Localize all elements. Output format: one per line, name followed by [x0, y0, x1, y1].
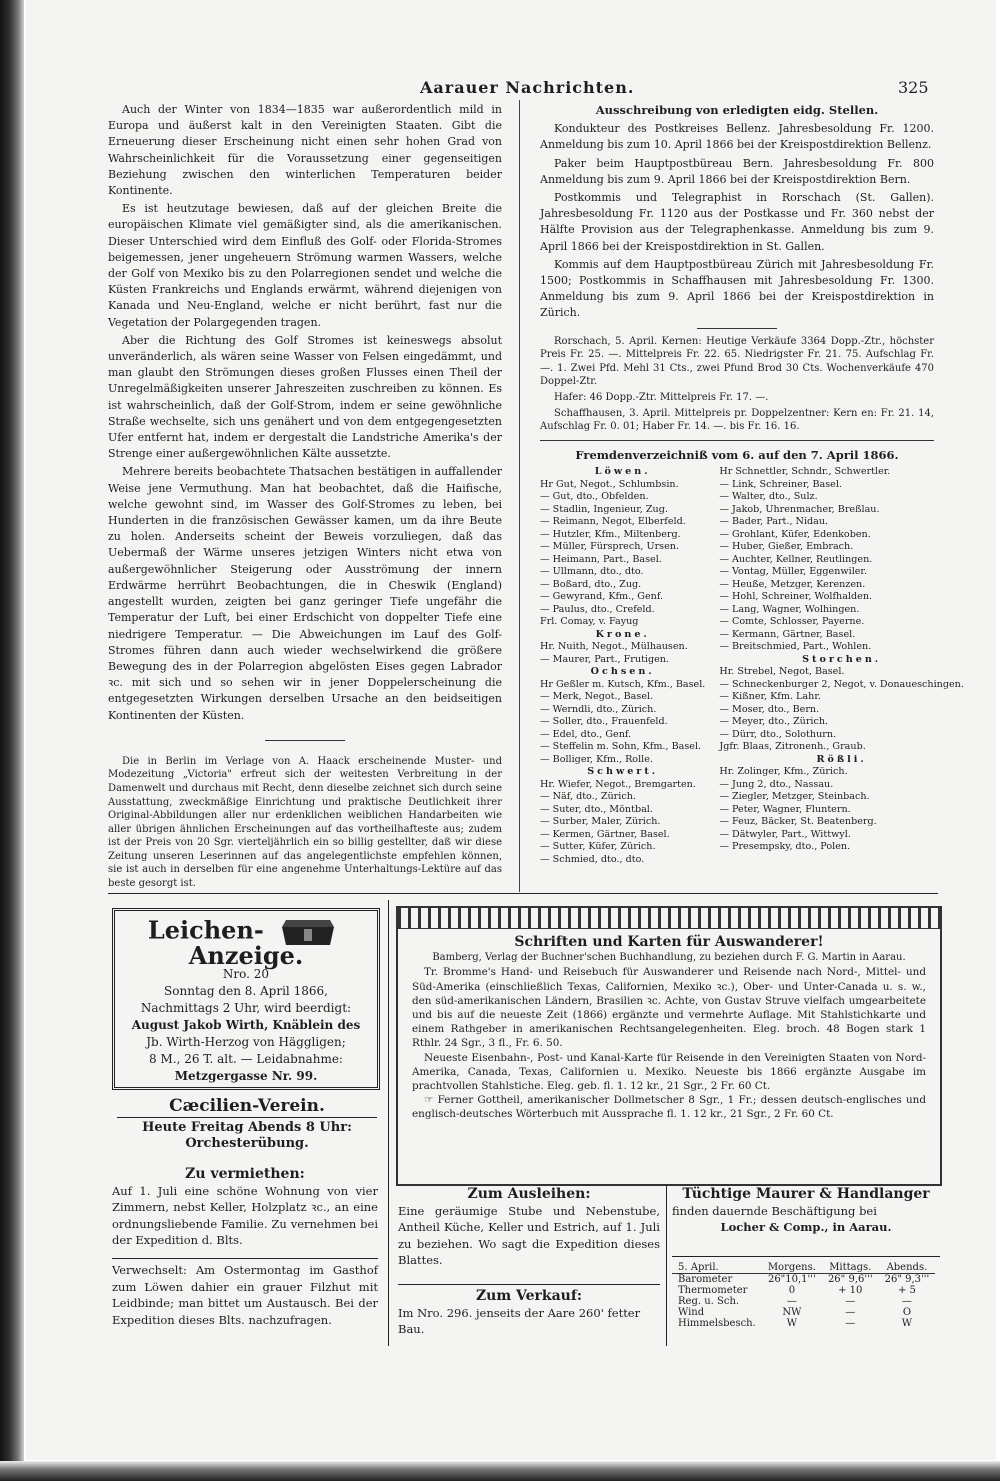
weather-cell: — [786, 1296, 797, 1307]
guest-entry: — Hutzler, Kfm., Miltenberg. [540, 528, 681, 540]
section-rule [398, 1284, 660, 1285]
hotel-name: Löwen. [594, 466, 651, 477]
guest-entry: — Vontag, Müller, Eggenwiler. [719, 566, 868, 577]
guest-entry: — Heuße, Metzger, Kerenzen. [719, 578, 866, 590]
guest-entry: — Peter, Wagner, Fluntern. [719, 803, 851, 815]
death-line: August Jakob Wirth, Knäblein des [131, 1018, 361, 1032]
guest-entry: — Sutter, Küfer, Zürich. [540, 841, 656, 852]
guest-entry: — Heimann, Part., Basel. [540, 553, 662, 565]
masons-text: finden dauernde Beschäftigung bei [672, 1203, 877, 1218]
caecilien-notice [112, 1098, 382, 1153]
masons-title: Tüchtige Maurer & Handlanger [682, 1186, 930, 1202]
vacancy-entry: Kondukteur des Postkreises Bellenz. Jahresbesoldung Fr. 1200. Anmeldung bis zum 10. April 1866 bei der Kreispostdirektion Bellenz. [540, 122, 934, 152]
guest-entry: — Kermann, Gärtner, Basel. [719, 628, 856, 640]
guest-entry: — Link, Schreiner, Basel. [719, 478, 842, 490]
guest-entry: — Merk, Negot., Basel. [540, 691, 654, 702]
guest-entry: — Soller, dto., Frauenfeld. [540, 716, 668, 727]
guest-entry: — Moser, dto., Bern. [719, 703, 820, 715]
guest-entry: — Boßard, dto., Zug. [540, 578, 642, 590]
guest-entry: — Auchter, Kellner, Reutlingen. [719, 553, 873, 565]
guest-entry: — Ziegler, Metzger, Steinbach. [719, 791, 870, 802]
rail-map: Neueste Eisenbahn-, Post- und Kanal-Karte für Reisende in den Vereinigten Staaten von Nord-Amerika, Canada, Texas, Californien u. Mexiko. Neueste bis 1866 ergänzte Ausgabe im prachtvollen Stahlstiche. Eleg. geb. fl. 1. 12 kr., 21 Sgr., 2 Fr. 60 Ct. [412, 1051, 926, 1093]
weather-cell: + 10 [838, 1285, 863, 1296]
masons-firm: Locher & Comp., in Aarau. [720, 1220, 892, 1234]
article-paragraph: Mehrere bereits beobachtete Thatsachen bestätigen in auffallender Weise jene Vermuthung. Man hat beobachtet, daß die Haifische, welche gewohnt sind, im Wasser des Golf-Stromes zu leben, bei Hunderten in die französischen Gewässer kamen, um da ihre Beute zu holen. Anderseits scheint der Beweis vorzuliegen, daß das Uebermaß der Wärme unseres jetzigen Winters nicht etwa von außergewöhnlicher Steigerung oder Ausströmung der innern Erdwärme herrührt Beobachtungen, die in Cheswik (England) angestellt wurden, zeigten bei ganz geringer Tiefe ungefähr die Temperatur der Luft, bei einer Erdschicht von doppelter Tiefe eine niedrigere Temperatur. — Die Abweichungen im Lauf des Golf-Stromes führen dann auch wieder wechselwirkend die größere Bewegung des in der Polarregion abgelösten Eises gegen Labrador ꝛc. mit sich und so sehen wir in jener Doppelerscheinung die entgegesetzten Wirkungen derselben Ursache an den beidseitigen Kontinenten der Küsten. [108, 465, 502, 722]
guest-entry: — Huber, Gießer, Embrach. [719, 541, 854, 552]
death-details [115, 983, 377, 1085]
weather-table [672, 1262, 940, 1329]
guest-entry: — Gewyrand, Kfm., Genf. [540, 591, 664, 602]
weather-cell: Reg. u. Sch. [678, 1296, 740, 1307]
market-report [540, 335, 934, 434]
guest-entry: — Paulus, dto., Crefeld. [540, 603, 655, 615]
market-entry: Schaffhausen, 3. April. Mittelpreis pr. Doppelzentner: Kern en: Fr. 21. 14, Aufschlag Fr. 0. 01; Haber Fr. 14. —. bis Fr. 16. 16. [540, 407, 934, 433]
weather-cell: — [845, 1296, 856, 1307]
vacancy-entry: Paker beim Hauptpostbüreau Bern. Jahresbesoldung Fr. 800 Anmeldung bis zum 9. April 1866 bei der Kreispostdirektion Bern. [540, 156, 934, 186]
market-entry: Hafer: 46 Dopp.-Ztr. Mittelpreis Fr. 17. —. [554, 392, 769, 404]
weather-cell: — [901, 1296, 912, 1307]
guest-entry: — Ullmann, dto., dto. [540, 566, 644, 577]
weather-cell: W [901, 1318, 913, 1329]
section-rule [108, 893, 938, 894]
register-title: Fremdenverzeichniß vom 6. auf den 7. April 1866. [575, 447, 899, 462]
register-left [540, 466, 705, 866]
masons-ad [672, 1186, 940, 1236]
page-edge-left [0, 0, 24, 1481]
weather-cell: 5. April. [672, 1262, 762, 1274]
vacancy-entry: Postkommis und Telegraphist in Rorschach (St. Gallen). Jahresbesoldung Fr. 1120 aus der Postkasse und Fr. 360 nebst der Hälfte Provision aus der Telegraphenkasse. Anmeldung bis zum 9. April 1866 bei der Kreispostdirektion in St. Gallen. [540, 191, 934, 253]
hotel-name: Krone. [595, 628, 650, 640]
guest-entry: — Dürr, dto., Solothurn. [719, 728, 837, 740]
weather-row [672, 1318, 935, 1329]
notice-number: Nro. 20 [222, 967, 270, 981]
weather-cell: Thermometer [678, 1285, 748, 1296]
divider [265, 740, 345, 741]
vacancy-entry: Kommis auf dem Hauptpostbüreau Zürich mit Jahresbesoldung Fr. 1500; Postkommis in Schaffhausen mit Jahresbesoldung Fr. 1300. Anmeldung bis zum 9. April 1866 bei der Kreispostdirektion in Zürich. [540, 257, 934, 320]
sale-notice [398, 1288, 660, 1338]
masthead: Aarauer Nachrichten. [420, 78, 635, 97]
weather-cell: + 5 [897, 1285, 916, 1296]
guest-entry: — Edel, dto., Genf. [540, 728, 632, 740]
guest-entry: — Grohlant, Küfer, Edenkoben. [719, 528, 871, 540]
hotel-name: Ochsen. [590, 666, 655, 677]
guest-entry: — Meyer, dto., Zürich. [719, 716, 829, 727]
death-line: Sonntag den 8. April 1866, [164, 984, 328, 998]
guest-entry: — Maurer, Part., Frutigen. [540, 653, 669, 665]
lend-title: Zum Ausleihen: [467, 1186, 591, 1202]
books-publisher: Bamberg, Verlag der Buchner'schen Buchhandlung, zu beziehen durch F. G. Martin in Aarau. [432, 952, 906, 964]
lend-notice [398, 1186, 660, 1269]
guest-entry: — Breitschmied, Part., Wohlen. [719, 641, 872, 652]
page-edge-bottom [0, 1461, 1000, 1481]
death-notice [112, 908, 380, 1090]
rent-title: Zu vermiethen: [185, 1166, 305, 1182]
weather-row [672, 1285, 935, 1296]
death-title-a: Leichen- [147, 915, 264, 945]
vacancies-title: Ausschreibung von erledigten eidg. Stellen. [595, 103, 879, 117]
weather-cell: Abends. [879, 1262, 936, 1274]
guest-entry: — Suter, dto., Möntbal. [540, 803, 653, 815]
vacancies-list [540, 121, 934, 321]
guest-entry: — Presempsky, dto., Polen. [719, 841, 851, 852]
guest-entry: — Näf, dto., Zürich. [540, 791, 636, 802]
guest-entry: — Bader, Part., Nidau. [719, 516, 829, 527]
guest-entry: — Hohl, Schreiner, Wolfhalden. [719, 591, 873, 602]
sale-text: Im Nro. 296. jenseits der Aare 260' fetter Bau. [398, 1305, 641, 1336]
weather-cell: Barometer [678, 1274, 733, 1285]
victoria-notice: Die in Berlin im Verlage von A. Haack erscheinende Muster- und Modezeitung „Victoria" erfreut sich der weitesten Verbreitung in der Damenwelt und durchaus mit Recht, denn dieselbe zeichnet sich durch seine Ausstattung, zweckmäßige Einrichtung und praktische Deutlichkeit ihrer Original-Abbildungen aller nur erdenklichen weiblichen Handarbeiten wie aller übrigen ähnlichen Erscheinungen auf das vortheilhafteste aus; zudem ist der Preis von 20 Sgr. vierteljährlich ein so billig gestellter, daß wir diese Zeitung unseren Leserinnen auf das angelegentlichste empfehlen können, sie ist auch in derselben für eine angenehme Unterhaltungs-Lektüre auf das beste gesorgt ist. [108, 755, 502, 890]
guest-entry: Hr Schnettler, Schndr., Schwertler. [719, 466, 891, 477]
divider [697, 328, 777, 329]
emigrant-books-ad [396, 906, 942, 1186]
guest-entry: Hr. Nuith, Negot., Mülhausen. [540, 641, 688, 652]
guest-entry: — Walter, dto., Sulz. [719, 491, 818, 502]
market-entry: Rorschach, 5. April. Kernen: Heutige Verkäufe 3364 Dopp.-Ztr., höchster Preis Fr. 25. —. Mittelpreis Fr. 22. 65. Niedrigster Fr. 21. 75. Aufschlag Fr. —. 1. Zwei Pfd. Mehl 31 Cts., zwei Pfund Brod 30 Cts. Wochenverkäufe 470 Doppel-Ztr. [540, 335, 934, 388]
guest-register [540, 466, 964, 866]
guest-entry: Hr Gut, Negot., Schlumbsin. [540, 478, 679, 490]
weather-cell: Himmelsbesch. [678, 1318, 756, 1329]
death-line: Jb. Wirth-Herzog von Häggligen; [146, 1035, 346, 1049]
guest-entry: Hr. Strebel, Negot, Basel. [719, 666, 845, 677]
column-rule [388, 900, 389, 1346]
guest-entry: — Bolliger, Kfm., Rolle. [540, 753, 653, 765]
guest-entry: — Kißner, Kfm. Lahr. [719, 691, 821, 702]
column-rule [519, 100, 520, 892]
weather-cell: NW [782, 1307, 802, 1318]
weather-cell: O [902, 1307, 912, 1318]
guest-entry: — Reimann, Negot, Elberfeld. [540, 516, 686, 527]
rent-notice [112, 1166, 378, 1249]
guest-entry: — Comte, Schlosser, Payerne. [719, 616, 865, 627]
sale-title: Zum Verkauf: [475, 1288, 583, 1304]
pointing-hand-icon: ☞ [424, 1094, 438, 1107]
guest-entry: Frl. Comay, v. Fayug [540, 616, 639, 627]
article-paragraph: Aber die Richtung des Golf Stromes ist keineswegs absolut unveränderlich, als wären seine Wasser von Felsen eingedämmt, und man glaubt den Strömungen dieses großen Flusses einen Theil der Unregelmäßigkeiten unserer Jahreszeiten zuschreiben zu können. Es ist wahrscheinlich, daß der Golf-Strom, indem er seine gewöhnliche Straße wechselte, sich uns genähert und von dem entgegengesetzten Ufer entfernt hat, indem er dergestalt die Landstriche Amerika's der Strenge einer außergewöhnlichen Kälte aussetzte. [108, 333, 502, 461]
section-rule [672, 1256, 940, 1257]
guest-entry: — Feuz, Bäcker, St. Beatenberg. [719, 816, 877, 827]
books-title: Schriften und Karten für Auswanderer! [514, 934, 824, 950]
guest-entry: — Jakob, Uhrenmacher, Breßlau. [719, 503, 880, 515]
guest-entry: Hr. Wiefer, Negot., Bremgarten. [540, 778, 696, 790]
right-column [540, 102, 964, 866]
guest-entry: — Jung 2, dto., Nassau. [719, 778, 834, 790]
guest-entry: Hr Geßler m. Kutsch, Kfm., Basel. [540, 678, 706, 690]
guest-entry: — Dätwyler, Part., Wittwyl. [719, 828, 851, 840]
article-gulf-stream [108, 102, 502, 724]
death-title-b: Anzeige. [188, 941, 304, 970]
death-line: 8 M., 26 T. alt. — Leidabnahme: [149, 1052, 343, 1066]
weather-cell: W [786, 1318, 798, 1329]
caecilien-title: Cæcilien-Verein. [169, 1096, 325, 1116]
guest-entry: — Gut, dto., Obfelden. [540, 491, 649, 502]
ornament-border [398, 908, 940, 929]
column-rule [666, 1186, 667, 1346]
article-paragraph: Auch der Winter von 1834—1835 war außerordentlich mild in Europa und äußerst kalt in den Vereinigten Staaten. Gibt die Erneuerung dieser Erscheinung nicht einen sehr hohen Grad von Wahrscheinlichkeit für die Voraussetzung einer gegenseitigen Beziehung zwischen den winterlichen Temperaturen beider Kontinente. [108, 103, 502, 198]
caecilien-event: Orchesterübung. [185, 1136, 309, 1151]
divider [540, 440, 934, 441]
caecilien-time: Heute Freitag Abends 8 Uhr: [142, 1119, 352, 1135]
weather-cell: — [845, 1318, 856, 1329]
weather-cell: 26" 9,3''' [884, 1274, 930, 1285]
section-rule [112, 1258, 378, 1259]
guest-entry: — Müller, Fürsprech, Ursen. [540, 541, 679, 552]
guest-entry: — Surber, Maler, Zürich. [540, 816, 661, 827]
weather-cell: Mittags. [822, 1262, 879, 1274]
weather-header [672, 1262, 935, 1274]
death-line: Metzgergasse Nr. 99. [174, 1069, 318, 1083]
guest-entry: — Lang, Wagner, Wolhingen. [719, 603, 860, 615]
weather-cell: — [845, 1307, 856, 1318]
weather-cell: 26"10,1''' [767, 1274, 816, 1285]
lend-text: Eine geräumige Stube und Nebenstube, Antheil Küche, Keller und Estrich, auf 1. Juli zu beziehen. Wo sagt die Expedition dieses Blattes. [398, 1203, 660, 1267]
guest-entry: — Werndli, dto., Zürich. [540, 703, 657, 715]
register-right [719, 466, 964, 866]
article-paragraph: Es ist heutzutage bewiesen, daß auf der gleichen Breite die europäischen Klimate viel gemäßigter sind, als die amerikanischen. Dieser Unterschied wird dem Einfluß des Golf- oder Florida-Stromes beigemessen, jener ungeheuern Strömung warmen Wassers, welche der Golf von Mexiko bis zu den Polarregionen sendet und welche die Küsten Frankreichs und Englands erwärmt, während diejenigen von Kanada und Neu-England, welche er nicht berührt, fast nur die Vegetation der Polargegenden tragen. [108, 202, 502, 329]
guest-entry: — Kermen, Gärtner, Basel. [540, 828, 670, 840]
guest-entry: — Stadlin, Ingenieur, Zug. [540, 503, 668, 515]
left-column [108, 102, 502, 893]
hotel-name: Schwert. [587, 766, 659, 777]
weather-cell: 0 [788, 1285, 796, 1296]
guest-entry: — Schneckenburger 2, Negot, v. Donaueschingen. [719, 678, 964, 690]
weather-cell: Morgens. [762, 1262, 822, 1274]
guest-entry: Hr. Zolinger, Kfm., Zürich. [719, 766, 848, 777]
rent-text: Auf 1. Juli eine schöne Wohnung von vier Zimmern, nebst Keller, Holzplatz ꝛc., an eine ordnungsliebende Familie. Zu vernehmen bei der Expedition d. Blts. [112, 1183, 378, 1247]
guest-entry: — Steffelin m. Sohn, Kfm., Basel. [540, 741, 702, 752]
weather-cell: Wind [678, 1307, 705, 1318]
hotel-name: Rößli. [816, 753, 867, 765]
guest-entry: — Schmied, dto., dto. [540, 853, 645, 865]
page-number: 325 [898, 78, 929, 97]
weather-row [672, 1307, 935, 1318]
guest-entry: Jgfr. Blaas, Zitronenh., Graub. [719, 741, 866, 752]
weather-row [672, 1274, 935, 1286]
death-line: Nachmittags 2 Uhr, wird beerdigt: [140, 1001, 352, 1015]
weather-row [672, 1296, 935, 1307]
lost-hat-notice: Verwechselt: Am Ostermontag im Gasthof zum Löwen dahier ein grauer Filzhut mit Leidbinde; man bittet um Austausch. Bei der Expedition dieses Blts. nachzufragen. [112, 1263, 378, 1327]
dictionary-offer: Ferner Gottheil, amerikanischer Dollmetscher 8 Sgr., 1 Fr.; dessen deutsch-englisches und englisch-deutsches Wörterbuch mit Aussprache fl. 1. 12 kr., 21 Sgr., 2 Fr. 60 Ct. [412, 1094, 926, 1121]
weather-cell: 26" 9,6''' [827, 1274, 873, 1285]
bromme-handbook: Tr. Bromme's Hand- und Reisebuch für Auswanderer und Reisende nach Nord-, Mittel- und Süd-Amerika (einschließlich Texas, Californien, Mexiko ꝛc.), Ober- und Unter-Canada u. s. w., den süd-amerikanischen Ländern, Brasilien ꝛc. Achte, von Gustav Struve vielfach umgearbeitete und bis auf die neueste Zeit (1866) ergänzte und vermehrte Auflage. Mit Stahlstichkarte und einem Rathgeber in amerikanischen Rechtsangelegenheiten. Eleg. broch. 48 Bogen stark 1 Rthlr. 24 Sgr., 3 fl., Fr. 6. 50. [412, 966, 926, 1050]
hotel-name: Storchen. [802, 653, 882, 665]
